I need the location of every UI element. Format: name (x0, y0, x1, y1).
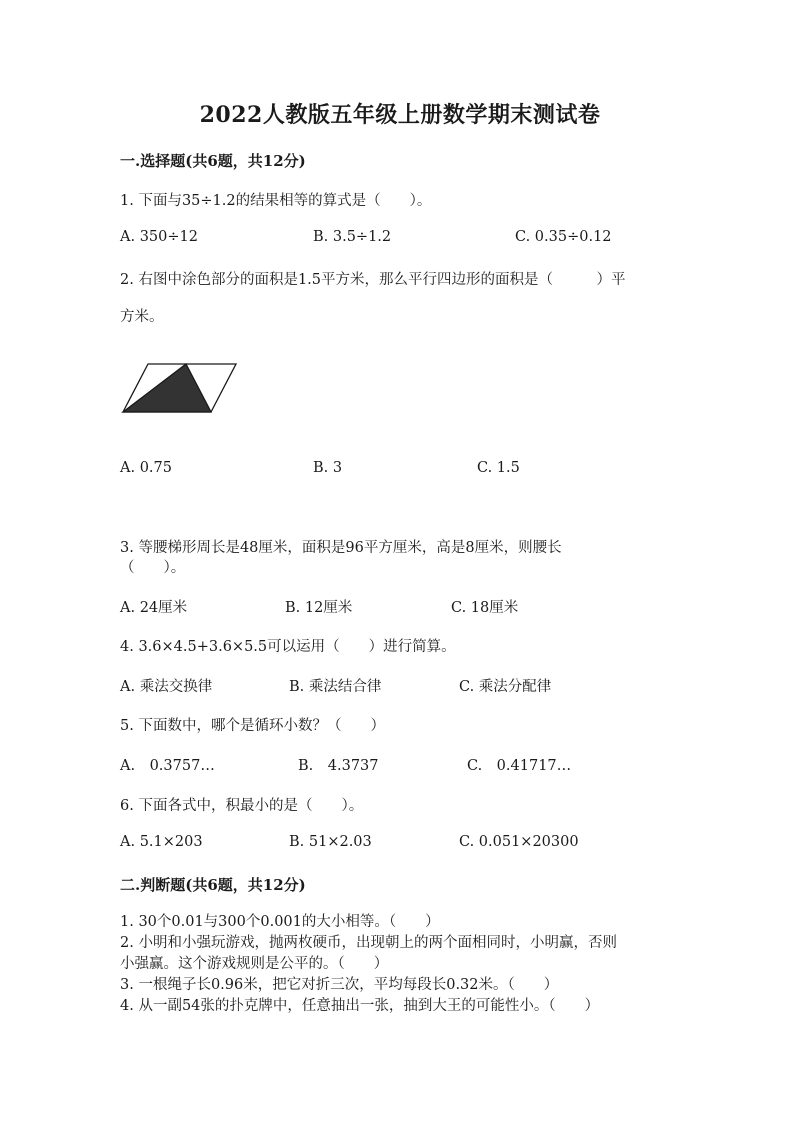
question-6-option-c: C. 0.051×20300 (459, 834, 579, 850)
question-1-option-a: A. 350÷12 (120, 229, 198, 245)
question-4-option-b: B. 乘法结合律 (289, 679, 382, 695)
section-heading-choice: 一.选择题(共6题，共12分) (120, 152, 306, 170)
judge-item-1: 1. 30个0.01与300个0.001的大小相等。（ ） (120, 914, 440, 930)
question-5-option-a: A. 0.3757… (120, 758, 215, 774)
question-2-option-c: C. 1.5 (477, 460, 520, 476)
parallelogram-figure (118, 360, 242, 418)
question-1-option-c: C. 0.35÷0.12 (515, 229, 612, 245)
question-5-option-b: B. 4.3737 (298, 758, 379, 774)
question-6-stem: 6. 下面各式中，积最小的是（ ）。 (120, 798, 364, 814)
question-1-option-b: B. 3.5÷1.2 (313, 229, 392, 245)
question-3-option-b: B. 12厘米 (285, 600, 353, 616)
question-1-stem: 1. 下面与35÷1.2的结果相等的算式是（ ）。 (120, 193, 432, 209)
question-6-option-a: A. 5.1×203 (120, 834, 203, 850)
question-5-option-c: C. 0.41717… (467, 758, 572, 774)
question-4-option-a: A. 乘法交换律 (120, 679, 213, 695)
judge-item-3: 3. 一根绳子长0.96米，把它对折三次，平均每段长0.32米。（ ） (120, 977, 559, 993)
question-4-stem: 4. 3.6×4.5+3.6×5.5可以运用（ ）进行简算。 (120, 639, 456, 655)
question-2-stem-line2: 方米。 (120, 309, 164, 325)
judge-item-2-line2: 小强赢。这个游戏规则是公平的。（ ） (120, 956, 389, 972)
question-4-option-c: C. 乘法分配律 (459, 679, 552, 695)
judge-item-2-line1: 2. 小明和小强玩游戏，抛两枚硬币，出现朝上的两个面相同时，小明赢，否则 (120, 935, 617, 951)
question-5-stem: 5. 下面数中，哪个是循环小数？（ ） (120, 718, 385, 734)
question-2-option-b: B. 3 (313, 460, 343, 476)
question-3-stem-line1: 3. 等腰梯形周长是48厘米，面积是96平方厘米，高是8厘米，则腰长 (120, 540, 562, 556)
question-3-stem-line2: （ ）。 (120, 560, 186, 576)
question-3-option-a: A. 24厘米 (120, 600, 188, 616)
question-3-option-c: C. 18厘米 (451, 600, 519, 616)
page-title: 2022人教版五年级上册数学期末测试卷 (199, 102, 601, 128)
question-2-stem-line1: 2. 右图中涂色部分的面积是1.5平方米，那么平行四边形的面积是（ ）平 (120, 272, 626, 288)
question-6-option-b: B. 51×2.03 (289, 834, 372, 850)
question-2-option-a: A. 0.75 (120, 460, 172, 476)
section-heading-judge: 二.判断题(共6题，共12分) (120, 876, 306, 894)
judge-item-4: 4. 从一副54张的扑克牌中，任意抽出一张，抽到大王的可能性小。（ ） (120, 998, 600, 1014)
